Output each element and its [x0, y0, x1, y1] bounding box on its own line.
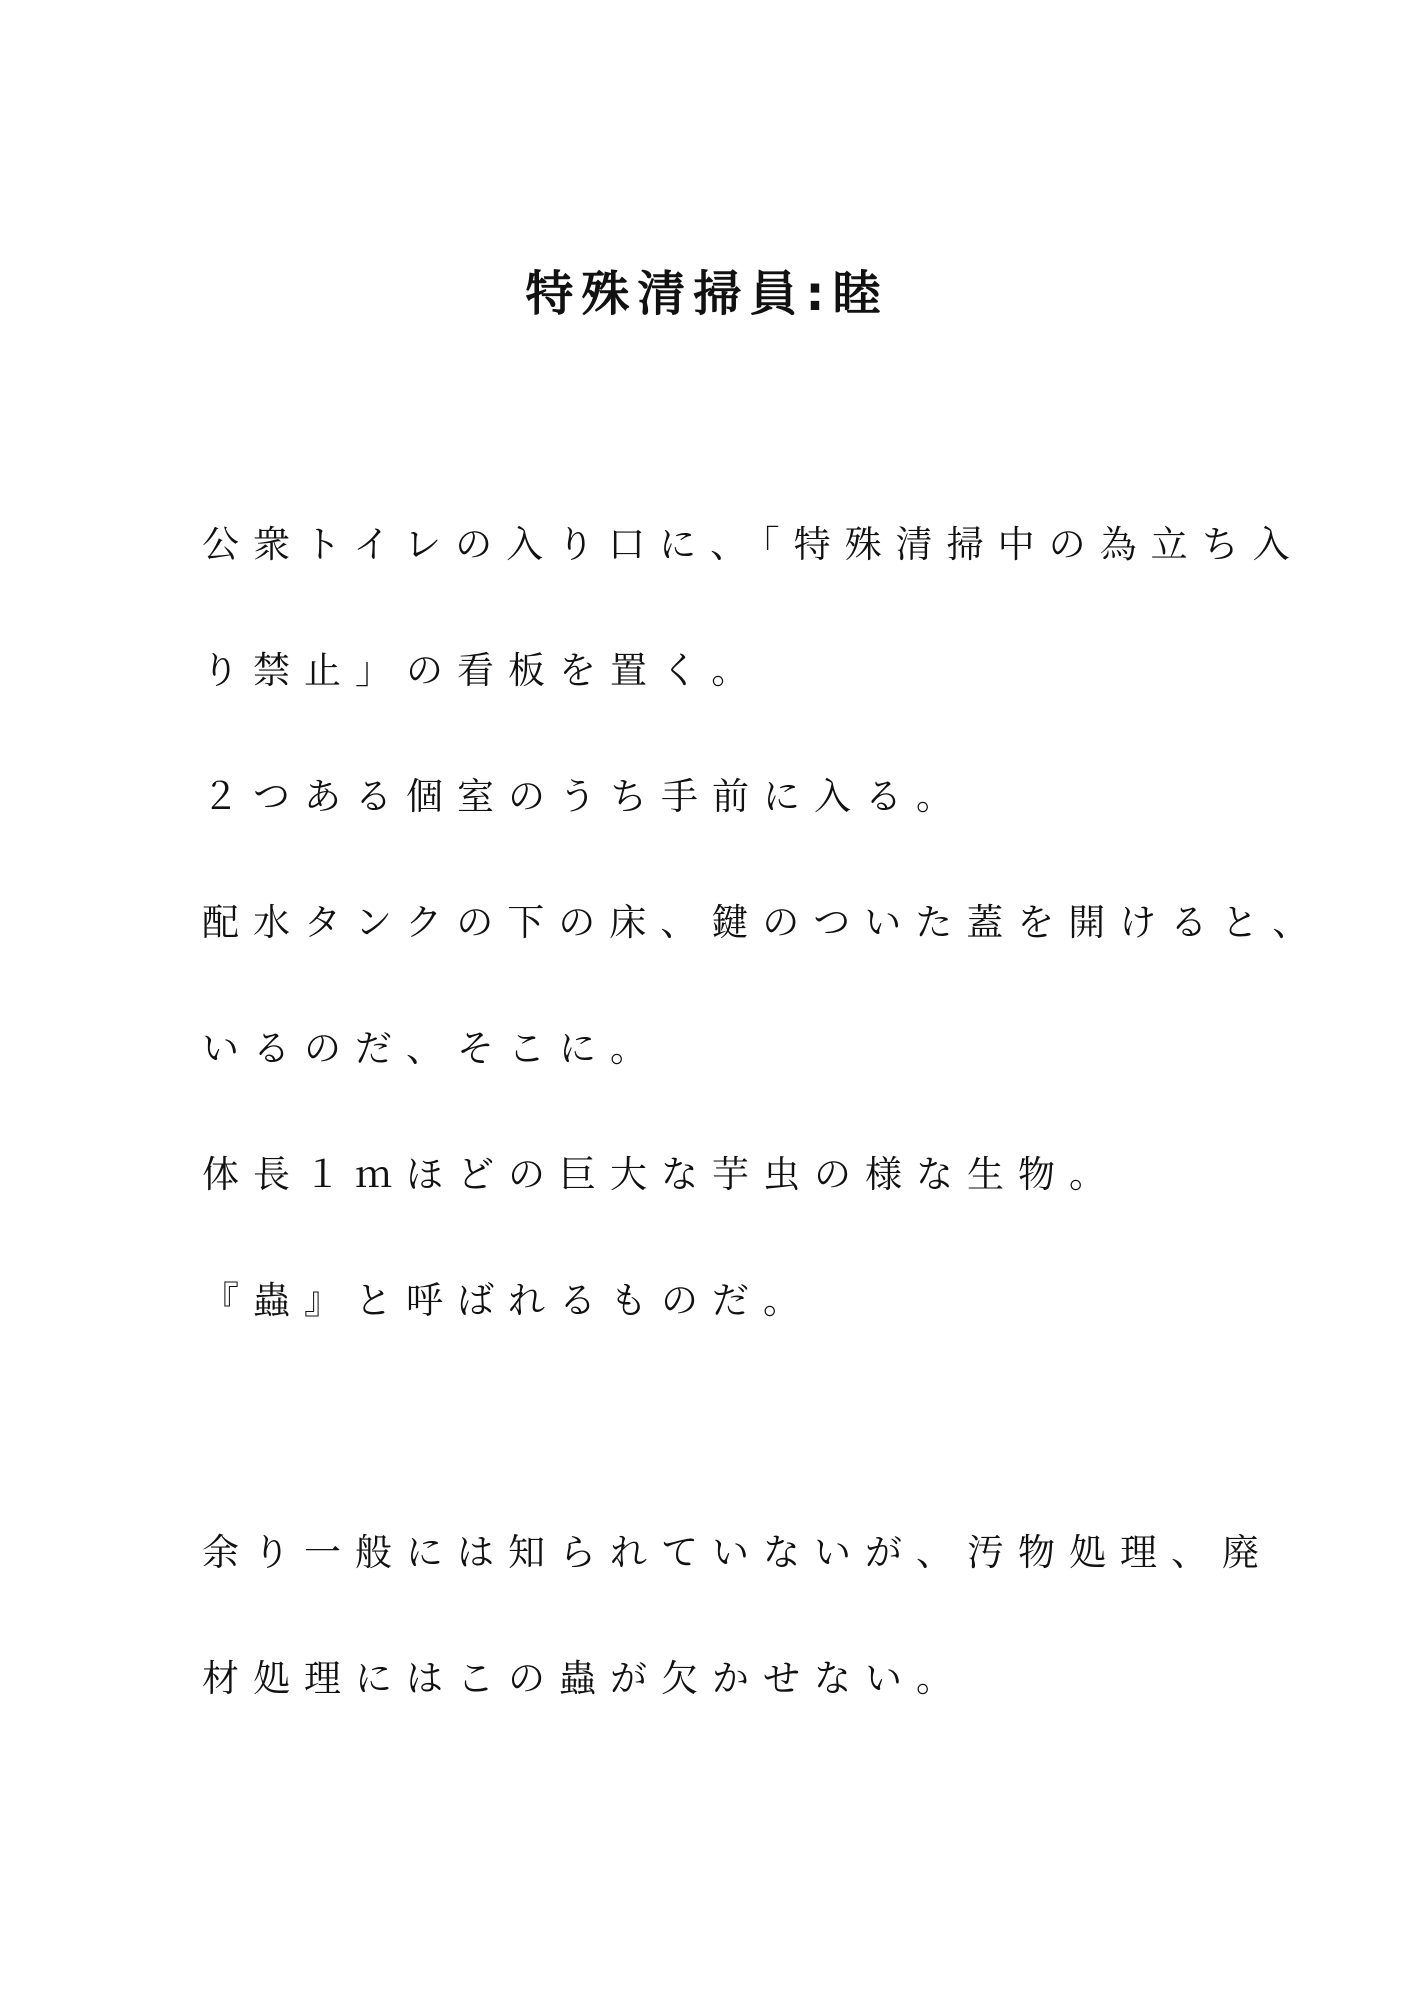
text-line: 配水タンクの下の床、鍵のついた蓋を開けると、 [202, 901, 1324, 944]
text-line: いるのだ、そこに。 [202, 1027, 661, 1070]
text-line: 公衆トイレの入り口に、「特殊清掃中の為立ち入 [202, 523, 1304, 566]
text-line: 体長１ｍほどの巨大な芋虫の様な生物。 [202, 1153, 1120, 1196]
text-line: 材処理にはこの蟲が欠かせない。 [202, 1657, 967, 1700]
text-line: り禁止」の看板を置く。 [202, 649, 763, 692]
text-line: ２つある個室のうち手前に入る。 [202, 775, 967, 818]
body-text [202, 520, 1324, 1780]
document-title: 特殊清掃員:睦 [525, 266, 889, 322]
paragraph-break [202, 1402, 1312, 1528]
text-line: 余り一般には知られていないが、汚物処理、廃 [202, 1531, 1273, 1574]
text-line: 『蟲』と呼ばれるものだ。 [202, 1279, 814, 1322]
